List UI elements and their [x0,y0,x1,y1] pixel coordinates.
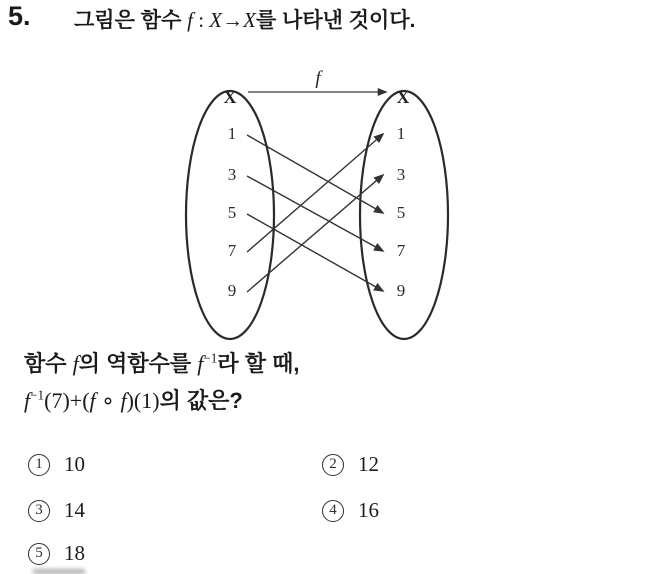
text-segment: (7)+( [44,388,90,413]
choice-value: 10 [64,452,85,476]
text-segment: 그림은 함수 [74,9,188,32]
domain-element-7: 7 [227,241,237,260]
choice-marker: 5 [28,543,50,565]
text-segment: −1 [203,350,218,366]
text-segment: f [197,351,204,376]
codomain-element-5: 5 [396,203,406,222]
text-segment: → [222,8,244,32]
choice-marker: 4 [322,500,344,522]
text-segment: 라 할 때, [217,351,300,376]
mapping-diagram [150,52,470,352]
text-segment: f [24,388,31,413]
cutoff-print-artifact [33,569,85,574]
domain-element-5: 5 [227,203,237,222]
domain-element-9: 9 [227,281,237,300]
choice-item-1 [28,452,85,477]
question-text [24,349,300,416]
text-segment: ∘ [95,388,121,413]
text-segment: )(1) [126,388,160,413]
text-segment: 의 값은? [159,388,243,413]
text-segment: −1 [30,387,45,403]
mapping-arrow-3-to-7 [247,176,383,251]
choice-marker: 3 [28,500,50,522]
choice-marker: 2 [322,454,344,476]
text-segment: f [72,351,79,376]
choice-value: 16 [358,498,379,522]
choice-item-2 [322,452,379,477]
choice-value: 12 [358,452,379,476]
choice-value: 18 [64,541,85,565]
text-segment: 함수 [24,351,73,376]
codomain-element-3: 3 [396,165,406,184]
left-set-label: X [223,87,237,107]
choice-value: 14 [64,498,85,522]
choice-marker: 1 [28,454,50,476]
domain-element-3: 3 [227,165,237,184]
codomain-element-1: 1 [396,124,406,143]
text-segment: f [89,388,96,413]
choice-item-4 [322,498,379,523]
question-number: 5. [8,1,31,31]
function-label: f [315,68,321,89]
question-line-1 [24,349,300,379]
domain-element-1: 1 [227,124,237,143]
codomain-element-7: 7 [396,241,406,260]
codomain-element-9: 9 [396,281,406,300]
right-set-label: X [396,87,410,107]
text-segment: f [120,388,127,413]
text-segment: f [187,8,193,32]
problem-title [74,6,415,35]
text-segment: X [243,8,256,32]
choice-item-3 [28,498,85,523]
text-segment: 를 나타낸 것이다. [255,9,416,32]
choice-item-5 [28,541,85,566]
text-segment: : [192,8,210,32]
text-segment: 의 역함수를 [78,351,198,376]
question-line-2 [24,386,300,416]
text-segment: X [209,8,223,32]
